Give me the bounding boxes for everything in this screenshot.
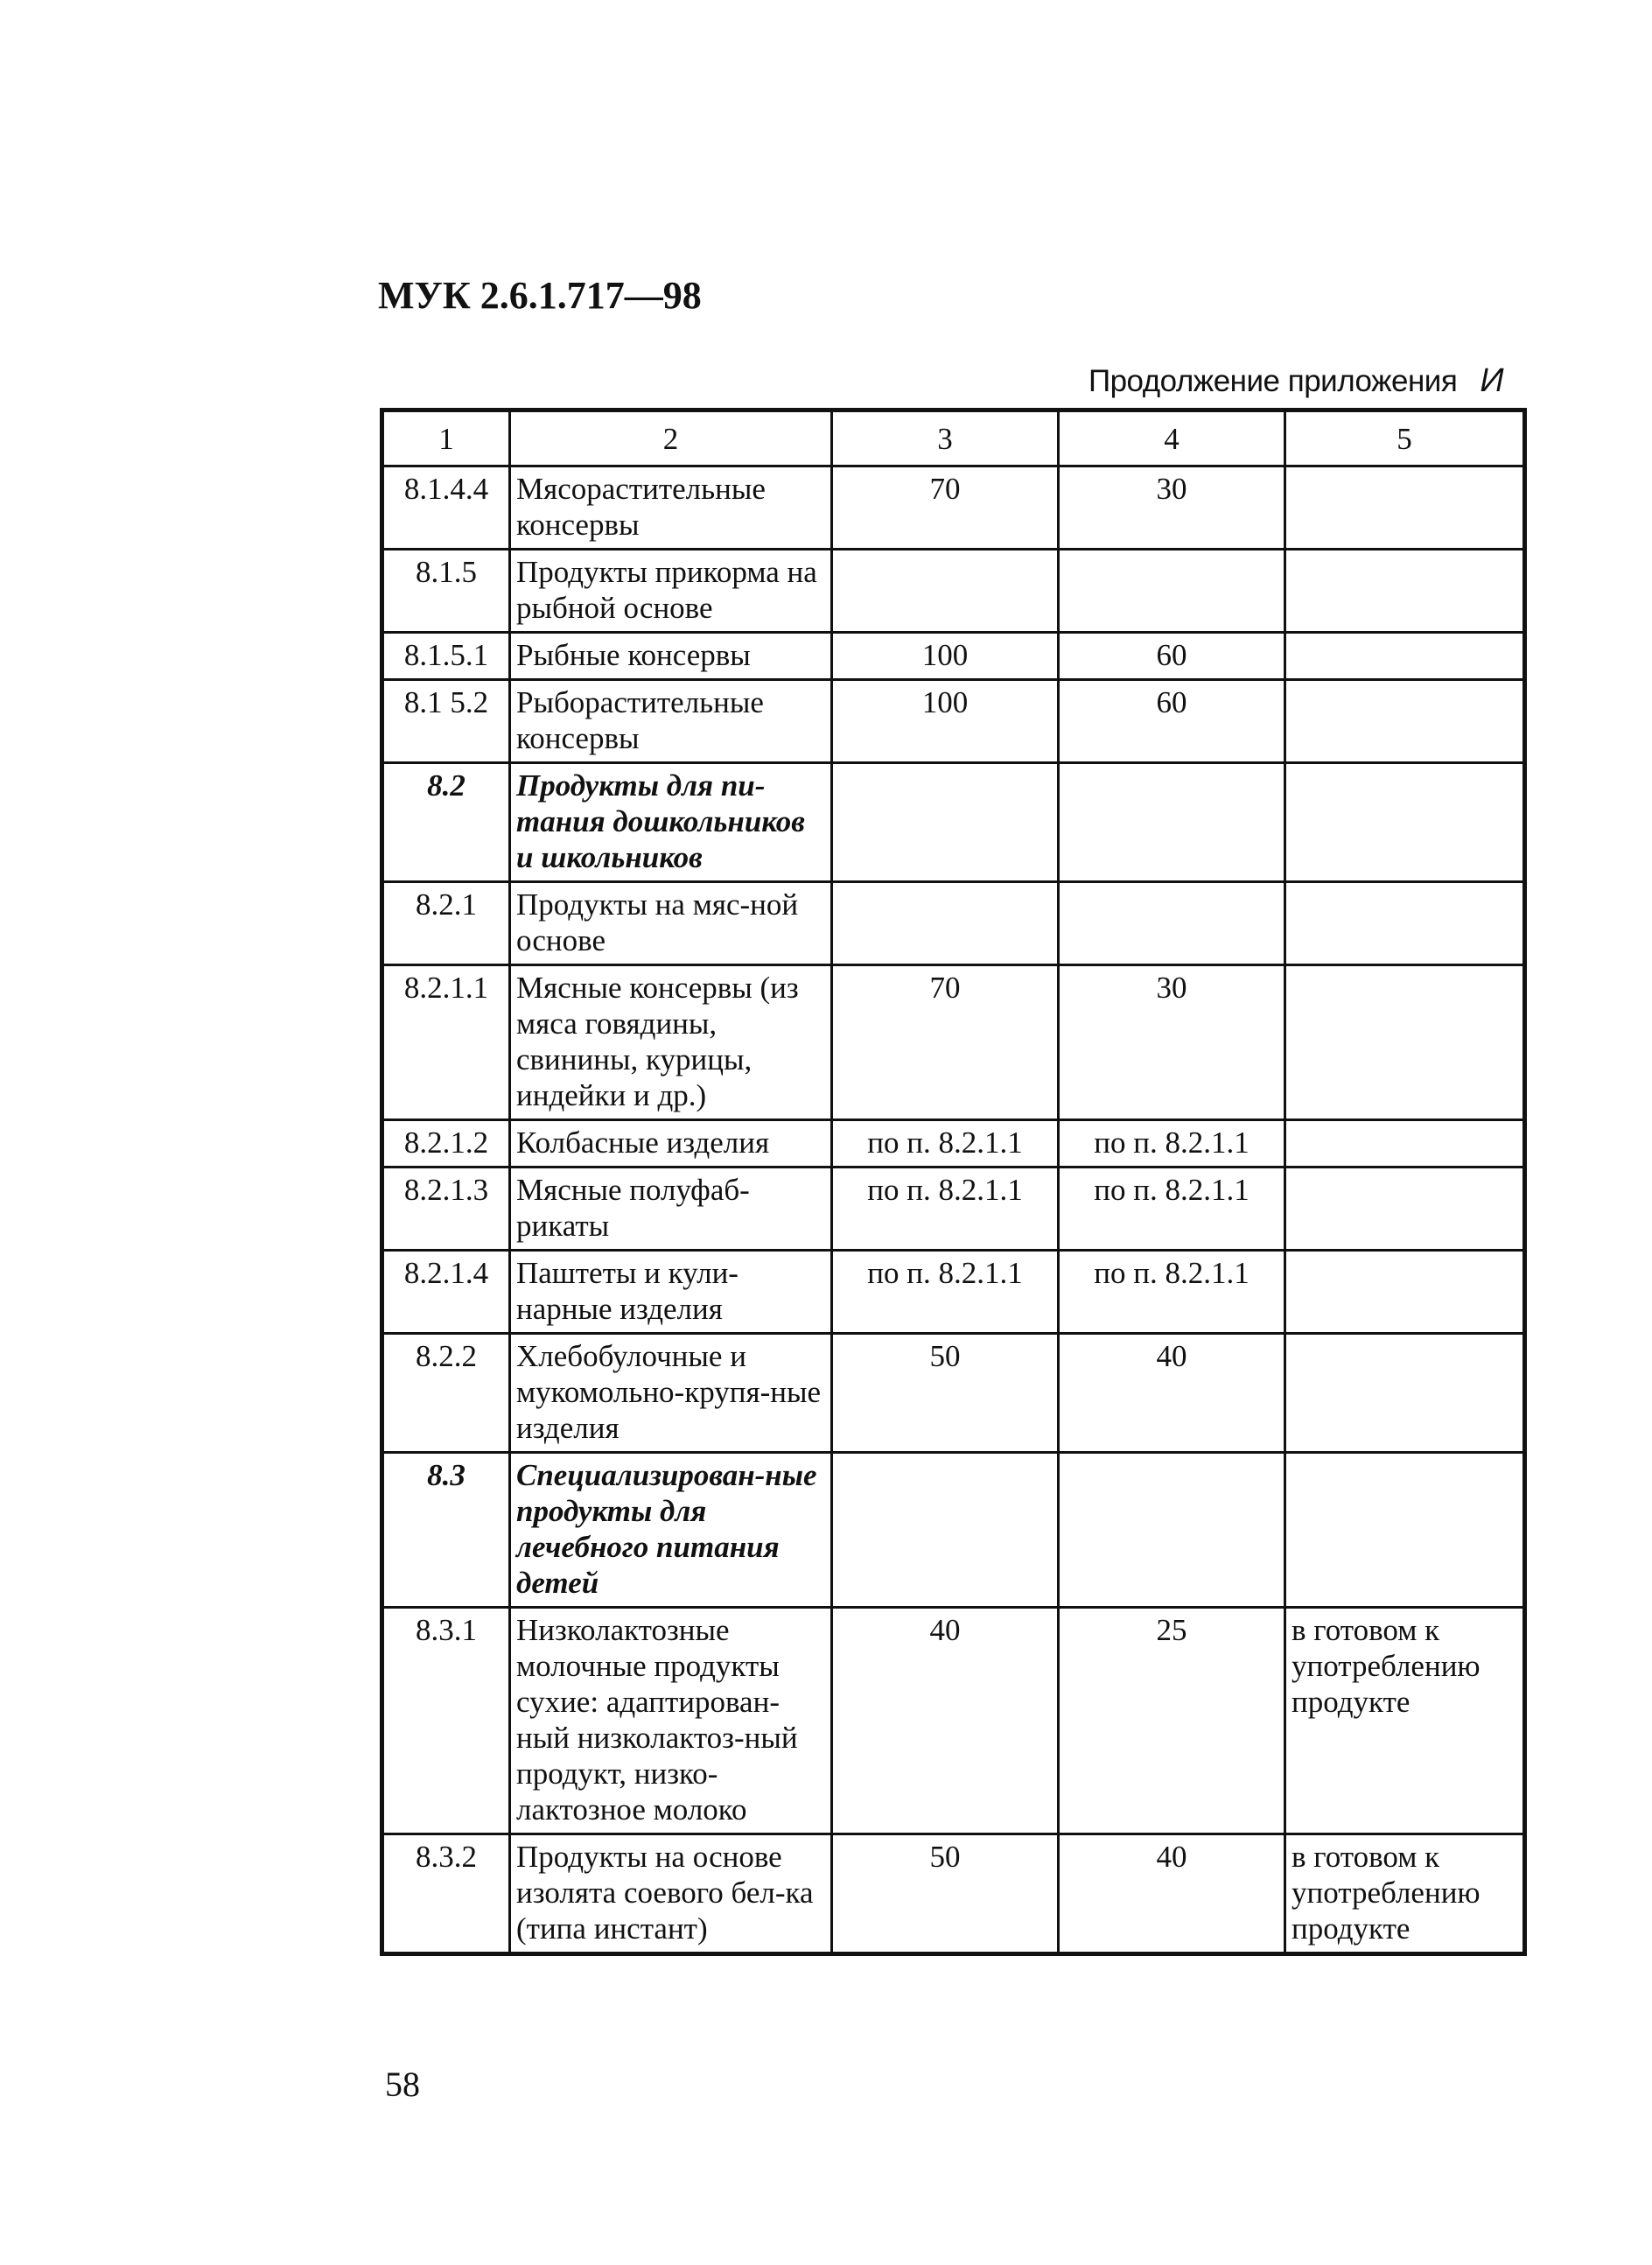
value-col3-cell: 70 <box>832 466 1059 550</box>
value-col4-cell: 60 <box>1059 633 1285 680</box>
value-col4-cell: 40 <box>1059 1334 1285 1453</box>
note-cell: в готовом к употреблению продукте <box>1285 1608 1525 1834</box>
appendix-letter: И <box>1480 362 1503 399</box>
note-cell <box>1285 1168 1525 1251</box>
note-cell <box>1285 680 1525 763</box>
product-name-cell: Паштеты и кули-нарные изделия <box>510 1251 832 1334</box>
row-number-cell: 8.2.1.1 <box>382 965 510 1120</box>
note-cell <box>1285 882 1525 965</box>
value-col4-cell <box>1059 882 1285 965</box>
value-col4-cell: по п. 8.2.1.1 <box>1059 1120 1285 1168</box>
value-col3-cell: по п. 8.2.1.1 <box>832 1120 1059 1168</box>
product-name-cell: Продукты на основе изолята соевого бел-ка (типа инстант) <box>510 1834 832 1954</box>
row-number-cell: 8.1.4.4 <box>382 466 510 550</box>
note-cell <box>1285 965 1525 1120</box>
row-number-cell: 8.2 <box>382 763 510 882</box>
value-col4-cell <box>1059 550 1285 633</box>
value-col3-cell: 100 <box>832 633 1059 680</box>
product-name-cell: Рыборастительные консервы <box>510 680 832 763</box>
column-header: 3 <box>832 410 1059 466</box>
value-col4-cell: по п. 8.2.1.1 <box>1059 1251 1285 1334</box>
table-row <box>382 763 1525 882</box>
table-row <box>382 1168 1525 1251</box>
note-cell: в готовом к употреблению продукте <box>1285 1834 1525 1954</box>
note-cell <box>1285 550 1525 633</box>
product-name-cell: Низколактозные молочные продукты сухие: адаптирован-ный низколактоз-ный продукт, низко-лактозное молоко <box>510 1608 832 1834</box>
product-name-cell: Колбасные изделия <box>510 1120 832 1168</box>
value-col3-cell: 50 <box>832 1834 1059 1954</box>
product-name-cell: Продукты на мяс-ной основе <box>510 882 832 965</box>
value-col3-cell <box>832 1453 1059 1608</box>
product-name-cell: Продукты прикорма на рыбной основе <box>510 550 832 633</box>
value-col4-cell: 40 <box>1059 1834 1285 1954</box>
row-number-cell: 8.1 5.2 <box>382 680 510 763</box>
table-row <box>382 882 1525 965</box>
value-col3-cell: 40 <box>832 1608 1059 1834</box>
table-row <box>382 1834 1525 1954</box>
column-header: 2 <box>510 410 832 466</box>
row-number-cell: 8.1.5.1 <box>382 633 510 680</box>
row-number-cell: 8.3.1 <box>382 1608 510 1834</box>
row-number-cell: 8.3 <box>382 1453 510 1608</box>
row-number-cell: 8.2.1.2 <box>382 1120 510 1168</box>
note-cell <box>1285 633 1525 680</box>
note-cell <box>1285 1453 1525 1608</box>
table-row <box>382 466 1525 550</box>
value-col4-cell: 25 <box>1059 1608 1285 1834</box>
value-col4-cell: по п. 8.2.1.1 <box>1059 1168 1285 1251</box>
value-col4-cell <box>1059 1453 1285 1608</box>
value-col3-cell: 100 <box>832 680 1059 763</box>
value-col4-cell: 60 <box>1059 680 1285 763</box>
column-header: 1 <box>382 410 510 466</box>
product-name-cell: Продукты для пи-тания дошкольников и школьников <box>510 763 832 882</box>
note-cell <box>1285 1120 1525 1168</box>
continuation-label <box>1088 362 1503 400</box>
value-col3-cell <box>832 882 1059 965</box>
product-name-cell: Специализирован-ные продукты для лечебного питания детей <box>510 1453 832 1608</box>
column-header: 4 <box>1059 410 1285 466</box>
row-number-cell: 8.2.1 <box>382 882 510 965</box>
value-col4-cell: 30 <box>1059 965 1285 1120</box>
product-name-cell: Хлебобулочные и мукомольно-крупя-ные изделия <box>510 1334 832 1453</box>
note-cell <box>1285 1334 1525 1453</box>
row-number-cell: 8.3.2 <box>382 1834 510 1954</box>
row-number-cell: 8.1.5 <box>382 550 510 633</box>
value-col3-cell: по п. 8.2.1.1 <box>832 1251 1059 1334</box>
appendix-table <box>380 408 1527 1956</box>
row-number-cell: 8.2.1.4 <box>382 1251 510 1334</box>
table-row <box>382 1453 1525 1608</box>
value-col4-cell: 30 <box>1059 466 1285 550</box>
value-col3-cell <box>832 550 1059 633</box>
table-row <box>382 633 1525 680</box>
table-row <box>382 1608 1525 1834</box>
table-row <box>382 1251 1525 1334</box>
table-row <box>382 680 1525 763</box>
column-header: 5 <box>1285 410 1525 466</box>
value-col3-cell: по п. 8.2.1.1 <box>832 1168 1059 1251</box>
table-row <box>382 550 1525 633</box>
note-cell <box>1285 1251 1525 1334</box>
note-cell <box>1285 466 1525 550</box>
table-header-row <box>382 410 1525 466</box>
row-number-cell: 8.2.1.3 <box>382 1168 510 1251</box>
product-name-cell: Мясные полуфаб-рикаты <box>510 1168 832 1251</box>
value-col3-cell <box>832 763 1059 882</box>
row-number-cell: 8.2.2 <box>382 1334 510 1453</box>
value-col3-cell: 50 <box>832 1334 1059 1453</box>
table-row <box>382 965 1525 1120</box>
value-col4-cell <box>1059 763 1285 882</box>
note-cell <box>1285 763 1525 882</box>
document-code: МУК 2.6.1.717—98 <box>378 274 702 317</box>
product-name-cell: Рыбные консервы <box>510 633 832 680</box>
product-name-cell: Мясные консервы (из мяса говядины, свинины, курицы, индейки и др.) <box>510 965 832 1120</box>
value-col3-cell: 70 <box>832 965 1059 1120</box>
table-body <box>382 466 1525 1954</box>
continuation-text: Продолжение приложения <box>1088 364 1458 398</box>
page-number: 58 <box>385 2065 420 2104</box>
table-row <box>382 1120 1525 1168</box>
table-row <box>382 1334 1525 1453</box>
product-name-cell: Мясорастительные консервы <box>510 466 832 550</box>
